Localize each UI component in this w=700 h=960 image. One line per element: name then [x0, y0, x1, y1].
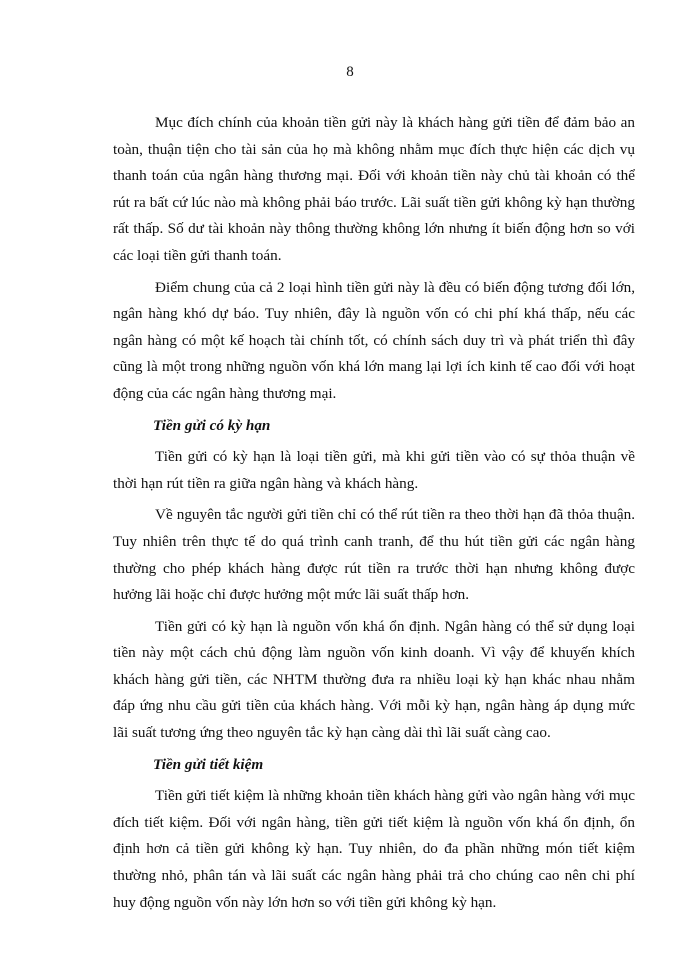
- heading-savings-deposit: Tiền gửi tiết kiệm: [153, 755, 264, 773]
- paragraph-savings-deposit: Tiền gửi tiết kiệm là những khoản tiền khách hàng gửi vào ngân hàng với mục đích tiết kiệm. Đối với ngân hàng, tiền gửi tiết kiệm là nguồn vốn khá ổn định, ổn định hơn cả tiền gửi không kỳ hạn. Tuy nhiên, do đa phần những món tiết kiệm thường nhỏ, phân tán và lãi suất các ngân hàng phải trả cho chúng cao nên chi phí huy động nguồn vốn này lớn hơn so với tiền gửi không kỳ hạn.: [113, 787, 635, 911]
- paragraph-term-deposit-stability: Tiền gửi có kỳ hạn là nguồn vốn khá ổn định. Ngân hàng có thể sử dụng loại tiền này một cách chủ động làm nguồn vốn kinh doanh. Vì vậy để khuyến khích khách hàng gửi tiền, các NHTM thường đưa ra nhiều loại kỳ hạn khác nhau nhằm đáp ứng nhu cầu gửi tiền của khách hàng. Với mỗi kỳ hạn, ngân hàng áp dụng mức lãi suất tương ứng theo nguyên tắc kỳ hạn càng dài thì lãi suất càng cao.: [113, 617, 635, 742]
- heading-term-deposit: Tiền gửi có kỳ hạn: [153, 416, 271, 434]
- paragraph-term-deposit-definition: Tiền gửi có kỳ hạn là loại tiền gửi, mà khi gửi tiền vào có sự thỏa thuận về thời hạn rút tiền ra giữa ngân hàng và khách hàng.: [113, 448, 635, 492]
- paragraph-common-features: Điểm chung của cả 2 loại hình tiền gửi này là đều có biến động tương đối lớn, ngân hàng khó dự báo. Tuy nhiên, đây là nguồn vốn có chi phí khá thấp, nếu các ngân hàng có một kế hoạch tài chính tốt, có chính sách duy trì và phát triển thì đây cũng là một trong những nguồn vốn khá lớn mang lại lợi ích kinh tế cao đối với hoạt động của các ngân hàng thương mại.: [113, 278, 635, 402]
- paragraph-demand-deposit-purpose: Mục đích chính của khoản tiền gửi này là khách hàng gửi tiền để đảm bảo an toàn, thuận tiện cho tài sản của họ mà không nhằm mục đích thực hiện các dịch vụ thanh toán của ngân hàng thương mại. Đối với khoản tiền này chủ tài khoản có thể rút ra bất cứ lúc nào mà không phải báo trước. Lãi suất tiền gửi không kỳ hạn thường rất thấp. Số dư tài khoản này thông thường không lớn nhưng ít biến động hơn so với các loại tiền gửi thanh toán.: [113, 114, 635, 264]
- paragraph-withdrawal-principle: Về nguyên tắc người gửi tiền chỉ có thể rút tiền ra theo thời hạn đã thỏa thuận. Tuy nhiên trên thực tế do quá trình canh tranh, để thu hút tiền gửi các ngân hàng thường cho phép khách hàng được rút tiền ra trước thời hạn nhưng không được hưởng lãi hoặc chỉ được hưởng một mức lãi suất thấp hơn.: [113, 506, 635, 604]
- page-number: 8: [346, 64, 354, 80]
- page-content: [113, 110, 635, 921]
